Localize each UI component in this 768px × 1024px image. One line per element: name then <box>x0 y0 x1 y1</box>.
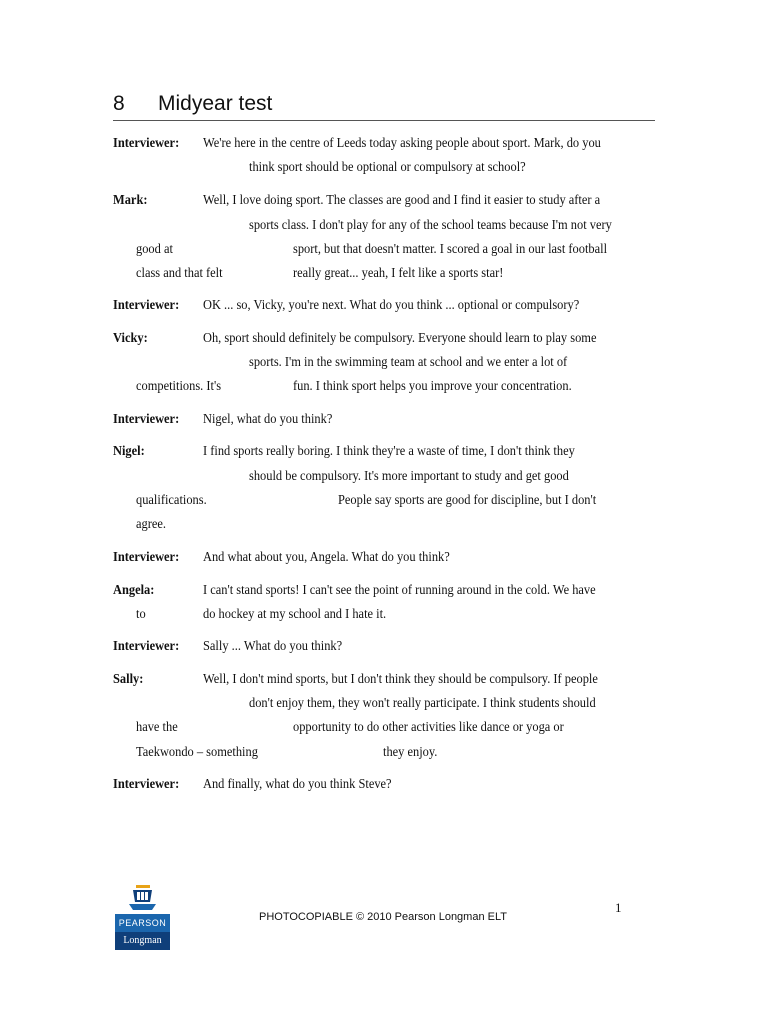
speaker-label: Nigel: <box>113 443 145 458</box>
dialogue-line: I can't stand sports! I can't see the point of running around in the cold. We have <box>203 582 596 597</box>
speaker-label: Interviewer: <box>113 638 180 653</box>
dialogue-line: sport, but that doesn't matter. I scored a goal in our last football <box>293 241 608 256</box>
dialogue-line: they enjoy. <box>383 744 438 759</box>
speaker-label: Interviewer: <box>113 135 180 150</box>
dialogue-line: don't enjoy them, they won't really participate. I think students should <box>249 695 596 710</box>
dialogue-line: opportunity to do other activities like dance or yoga or <box>293 719 564 734</box>
speaker-label: Interviewer: <box>113 549 180 564</box>
dialogue-line: Well, I love doing sport. The classes are good and I find it easier to study after a <box>203 192 601 207</box>
dialogue-line: People say sports are good for discipline, but I don't <box>338 492 597 507</box>
page-title: Midyear test <box>158 92 273 115</box>
dialogue-line: Oh, sport should definitely be compulsory. Everyone should learn to play some <box>203 330 597 345</box>
dialogue-line: good at <box>136 241 173 256</box>
dialogue-line: really great... yeah, I felt like a sports star! <box>293 265 504 280</box>
dialogue-line: think sport should be optional or compulsory at school? <box>249 159 526 174</box>
speaker-label: Interviewer: <box>113 776 180 791</box>
logo-imprint: Longman <box>115 932 170 950</box>
dialogue-line: And finally, what do you think Steve? <box>203 776 392 791</box>
dialogue-line: to <box>136 606 146 621</box>
dialogue-line: We're here in the centre of Leeds today asking people about sport. Mark, do you <box>203 135 601 150</box>
copyright-notice: PHOTOCOPIABLE © 2010 Pearson Longman ELT <box>259 911 507 923</box>
dialogue-line: sports. I'm in the swimming team at school and we enter a lot of <box>249 354 568 369</box>
dialogue-line: sports class. I don't play for any of the school teams because I'm not very <box>249 217 612 232</box>
page-number: 1 <box>615 900 622 915</box>
dialogue-line: agree. <box>136 516 167 531</box>
speaker-label: Mark: <box>113 192 148 207</box>
dialogue-line: OK ... so, Vicky, you're next. What do you think ... optional or compulsory? <box>203 297 580 312</box>
dialogue-line: Nigel, what do you think? <box>203 411 333 426</box>
ship-icon <box>115 882 170 914</box>
pearson-longman-logo <box>115 882 170 950</box>
dialogue-line: Taekwondo – something <box>136 744 258 759</box>
dialogue-line: competitions. It's <box>136 378 222 393</box>
dialogue-line: Sally ... What do you think? <box>203 638 343 653</box>
speaker-label: Interviewer: <box>113 297 180 312</box>
dialogue-line: do hockey at my school and I hate it. <box>203 606 387 621</box>
dialogue-line: And what about you, Angela. What do you think? <box>203 549 450 564</box>
dialogue-line: class and that felt <box>136 265 223 280</box>
dialogue-line: should be compulsory. It's more important to study and get good <box>249 468 569 483</box>
speaker-label: Interviewer: <box>113 411 180 426</box>
dialogue-line: fun. I think sport helps you improve your concentration. <box>293 378 572 393</box>
page-header <box>113 90 655 121</box>
speaker-label: Angela: <box>113 582 155 597</box>
dialogue-line: I find sports really boring. I think they're a waste of time, I don't think they <box>203 443 575 458</box>
dialogue-line: Well, I don't mind sports, but I don't think they should be compulsory. If people <box>203 671 598 686</box>
unit-number: 8 <box>113 92 125 115</box>
logo-brand: PEARSON <box>115 914 170 932</box>
dialogue-line: qualifications. <box>136 492 207 507</box>
speaker-label: Vicky: <box>113 330 148 345</box>
speaker-label: Sally: <box>113 671 144 686</box>
dialogue-line: have the <box>136 719 178 734</box>
